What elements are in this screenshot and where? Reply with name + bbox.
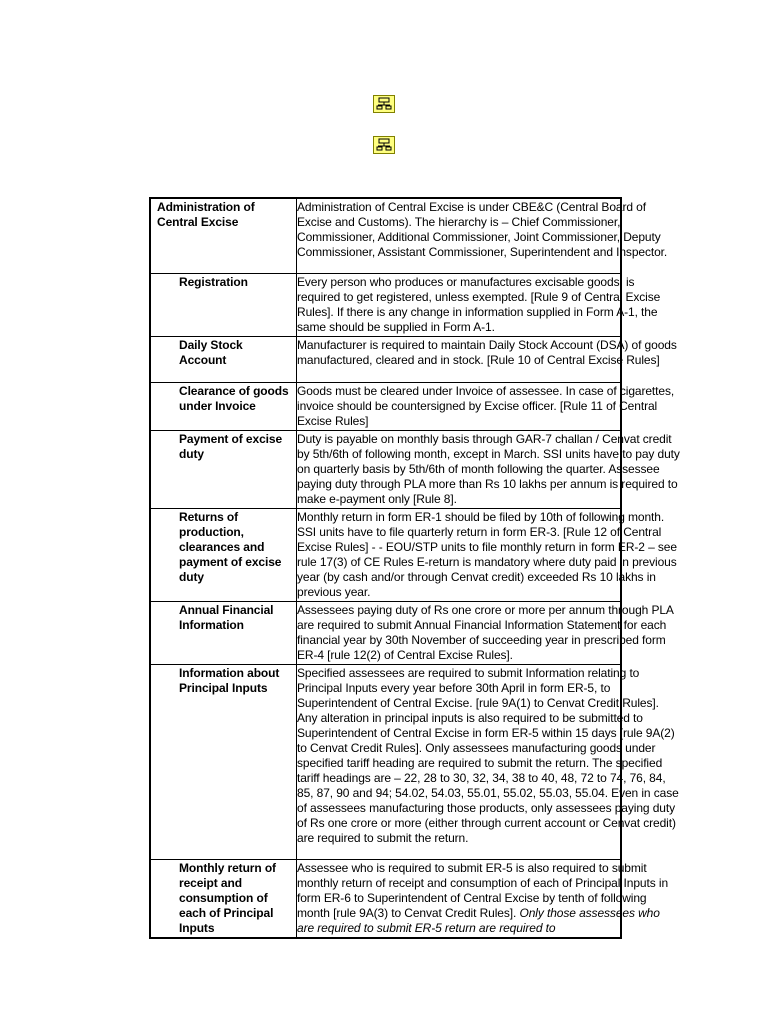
row-text-italic: Only those assessees who are required to submit ER-5 return are required to — [297, 905, 660, 935]
row-content-cell — [297, 198, 668, 273]
row-label-cell — [150, 859, 297, 938]
row-label-cell — [150, 430, 297, 508]
row-content-cell — [297, 508, 677, 601]
row-content-cell — [297, 336, 677, 382]
row-label-cell — [150, 382, 297, 430]
row-label: Payment of excise duty — [179, 431, 283, 461]
row-text — [297, 860, 680, 937]
row-label-cell — [150, 198, 297, 273]
table-row — [150, 601, 621, 664]
table-row — [150, 198, 621, 273]
row-label-cell — [150, 508, 297, 601]
row-label-cell — [150, 664, 297, 859]
row-label: Administration of Central Excise — [157, 200, 255, 229]
row-label-cell — [150, 601, 297, 664]
row-label: Registration — [179, 274, 248, 289]
row-text: Specified assessees are required to submit Information relating to Principal Inputs every year before 30th April in form ER-5, to Superintendent of Central Excise. [rule 9A(1) to Cenvat Credit Rules]. Any alteration in principal inputs is also required to be submitted to Superintendent of Central Excise in form ER-5 within 15 days [rule 9A(2) to Cenvat Credit Rules]. Only assessees manufacturing goods under specified tariff heading are required to submit the return. The specified tariff headings are – 22, 28 to 30, 32, 34, 38 to 40, 48, 72 to 74, 76, 84, 85, 87, 90 and 94; 54.02, 54.03, 55.01, 55.02, 55.03, 55.04. Even in case of assessees manufacturing those products, only assessees paying duty of Rs one crore or more (either through current account or Cenvat credit) are required to submit the return. — [297, 665, 679, 845]
embedded-object-icon[interactable] — [373, 136, 395, 154]
row-label: Annual Financial Information — [179, 602, 274, 632]
row-text: Administration of Central Excise is under CBE&C (Central Board of Excise and Customs). The hierarchy is – Chief Commissioner, Commissioner, Additional Commissioner, Joint Commissioner, Deputy Commissioner, Assistant Commissioner, Superintendent and Inspector. — [297, 200, 668, 259]
row-text-regular: Assessee who is required to submit ER-5 is also required to submit monthly return of receipt and consumption of each of Principal Inputs in form ER-6 to Superintendent of Central Excise by tenth of following month [rule 9A(3) to Cenvat Credit Rules]. — [297, 860, 669, 920]
row-text: Monthly return in form ER-1 should be filed by 10th of following month. SSI units have to file quarterly return in form ER-3. [Rule 12 of Central Excise Rules] - - EOU/STP units to file monthly return in form ER-2 – see rule 17(3) of CE Rules E-return is mandatory where duty paid in previous year (by cash and/or through Cenvat credit) exceeded Rs 10 lakhs in previous year. — [297, 509, 677, 599]
row-content-cell — [297, 859, 669, 938]
row-content-cell — [297, 382, 675, 430]
row-label-cell — [150, 336, 297, 382]
table-row — [150, 273, 621, 336]
table-row — [150, 336, 621, 382]
row-label: Monthly return of receipt and consumption of each of Principal Inputs — [179, 860, 276, 935]
row-label: Returns of production, clearances and payment of excise duty — [179, 509, 282, 584]
row-label: Information about Principal Inputs — [179, 665, 280, 695]
row-text: Every person who produces or manufactures excisable goods, is required to get registered, unless exempted. [Rule 9 of Central Excise Rules]. If there is any change in information supplied in Form A-1, the same should be supplied in Form A-1. — [297, 274, 661, 334]
embedded-object-icon[interactable] — [373, 95, 395, 113]
row-label: Daily Stock Account — [179, 337, 243, 367]
row-label: Clearance of goods under Invoice — [179, 383, 289, 413]
row-content-cell — [297, 430, 680, 508]
row-content-cell — [297, 273, 661, 336]
row-content-cell — [297, 664, 679, 859]
table-row — [150, 430, 621, 508]
excise-procedures-table — [149, 197, 680, 939]
table-row — [150, 859, 621, 938]
row-content-cell — [297, 601, 674, 664]
table-row — [150, 382, 621, 430]
row-text: Goods must be cleared under Invoice of assessee. In case of cigarettes, invoice should be countersigned by Excise officer. [Rule 11 of Central Excise Rules] — [297, 383, 675, 428]
row-text: Assessees paying duty of Rs one crore or more per annum through PLA are required to submit Annual Financial Information Statement for each financial year by 30th November of succeeding year in prescribed form ER-4 [rule 12(2) of Central Excise Rules]. — [297, 602, 674, 662]
row-text: Manufacturer is required to maintain Daily Stock Account (DSA) of goods manufactured, cleared and in stock. [Rule 10 of Central Excise Rules] — [297, 337, 677, 367]
table-row — [150, 508, 621, 601]
table-row — [150, 664, 621, 859]
row-label-cell — [150, 273, 297, 336]
row-text: Duty is payable on monthly basis through GAR-7 challan / Cenvat credit by 5th/6th of following month, except in March. SSI units have to pay duty on quarterly basis by 5th/6th of month following the quarter. Assessee paying duty through PLA more than Rs 10 lakhs per annum is required to make e-payment only [Rule 8]. — [297, 431, 680, 506]
